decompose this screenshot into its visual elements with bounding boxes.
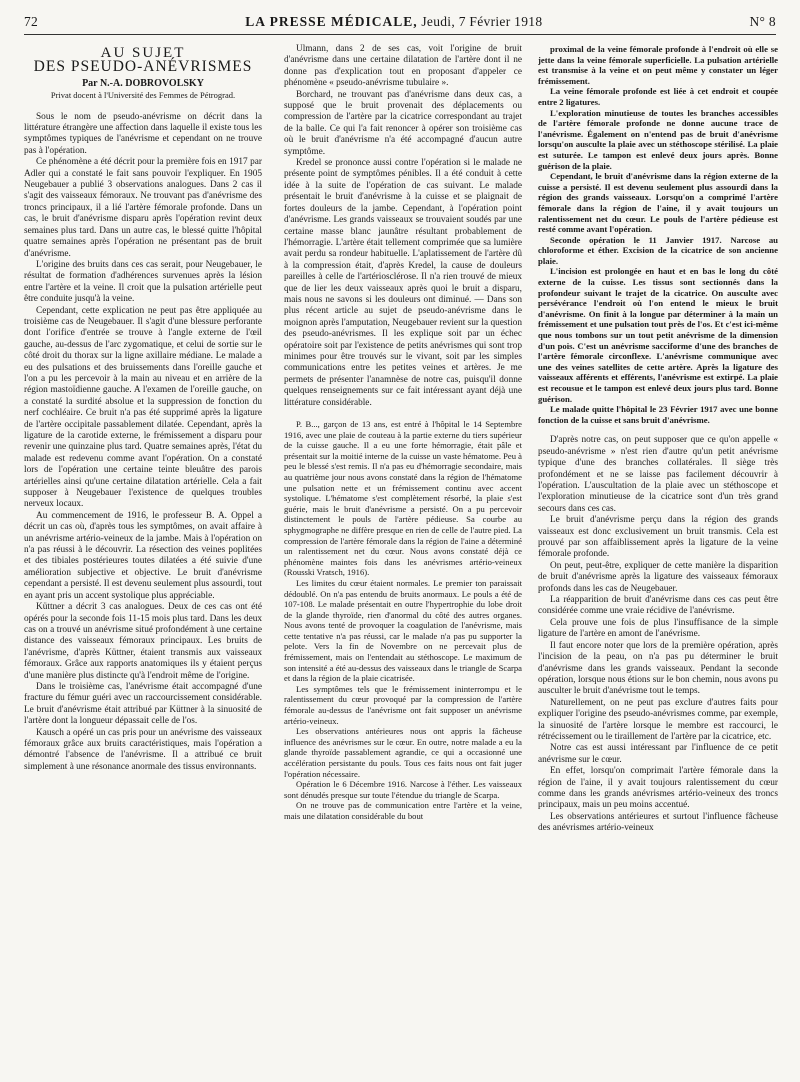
paragraph: Ulmann, dans 2 de ses cas, voit l'origine de bruit d'anévrisme dans une certaine dilatation de l'artère dont il ne donne pas d'explication tout en proposant d'appeler ce phénomène « pseudo-anévrisme tubulaire ». <box>284 44 522 89</box>
paragraph: Dans le troisième cas, l'anévrisme était accompagné d'une fracture du fémur guéri avec un raccourcissement considérable. Le bruit d'anévrisme était attribué par Küttner à la sinuosité de l'artère dont la longueur dépassait celle de l'os. <box>24 681 262 727</box>
article-author: Par N.-A. DOBROVOLSKY <box>82 77 204 89</box>
author-affiliation: Privat docent à l'Université des Femmes de Pétrograd. <box>50 90 236 101</box>
case-paragraph: Cependant, le bruit d'anévrisme dans la région externe de la cuisse a persisté. Il est devenu seulement plus assourdi dans la région des grands vaisseaux. Lorsqu'on a comprimé l'artère fémorale dans la région de l'aine, il y avait toujours un ralentissement net du cœur. Le pouls de l'artère pédieuse est resté comme avant l'opération. <box>538 171 778 235</box>
case-paragraph: L'incision est prolongée en haut et en bas le long du côté externe de la cuisse. Les tissus sont sectionnés dans la profondeur suivant le trajet de la cicatrice. On ausculte avec persévérance l'endroit où l'on entend le mieux le bruit d'anévrisme. On finit à la longue par déterminer à la main un frémissement et une pulsation tout près de l'os. Et c'est ici-même que nous tombons sur un tout petit anévrisme de la dimension d'un pois. C'est un anévrisme sacciforme d'une des branches de l'artère fémorale circonflexe. L'anévrisme communique avec une des veines satellites de cette artère. Après la ligature des vaisseaux afférents et efférents, l'anévrisme est extirpé. La plaie est recousue et le tampon est enlevé deux jours plus tard. Bonne guérison. <box>538 266 778 404</box>
paragraph: L'origine des bruits dans ces cas serait, pour Neugebauer, le résultat de formation d'adhérences survenues après la lésion entre l'artère et la veine. Il croit que la pulsation artérielle peut être conduite jusqu'à la veine. <box>24 259 262 305</box>
article-title: DES PSEUDO-ANÉVRISMES <box>33 58 253 76</box>
paragraph: D'après notre cas, on peut supposer que ce qu'on appelle « pseudo-anévrisme » n'est rien d'autre qu'un petit anévrisme typique d'une des branches collatérales. Il siège très profondément et ne se laisse pas facilement découvrir à l'opération. L'auscultation de la plaie avec un stéthoscope et l'exploration minutieuse de la cicatrice sont d'un très grand secours dans ces cas. <box>538 435 778 514</box>
case-paragraph: Les observations antérieures nous ont appris la fâcheuse influence des anévrismes sur le cœur. En outre, notre malade a eu la glande thyroïde passablement agrandie, ce qui a occasionné une accélération persistante du pouls. Tous ces faits nous ont fait juger l'opération nécessaire. <box>284 726 522 779</box>
case-paragraph: Les limites du cœur étaient normales. Le premier ton paraissait dédoublé. On n'a pas entendu de bruits anormaux. Le pouls a été de 107-108. Le malade présentait en outre l'hypertrophie du lobe droit de la glande thyroïde, rien d'anormal du côté des autres organes. Nous avons tenté de provoquer la coagulation de l'anévrisme, mais cette tentative n'a pas réussi, car le malade n'a pas pu supporter la pelote. Vers la fin de Novembre on ne percevait plus de frémissement, mais on l'entendait au stéthoscope. Le maximum de son intensité a été au-dessus des vaisseaux dans le triangle de Scarpa et dans la région de la plaie cicatrisée. <box>284 577 522 684</box>
column-1 <box>24 44 262 1074</box>
article-title-block <box>24 45 262 102</box>
paragraph: Kredel se prononce aussi contre l'opération si le malade ne présente point de symptômes pénibles. Il a été conduit à cette idée à la suite de l'opération de cas suivant. Le malade présentait le bruit d'anévrisme à la cuisse et se plaignait de fortes douleurs de la jambe. Cependant, à l'opération point d'anévrisme. Les grands vaisseaux se trouvaient soudés par une certaine masse blanc jaunâtre résultant probablement de l'hémorragie. L'artère était tellement comprimée que sa lumière avait perdu sa rondeur habituelle. L'aplatissement de l'artère dû à la compression était, d'après Kredel, la cause de douleurs pareilles à celle de l'artériosclérose. Il n'a rien trouvé de mieux que de lier les deux vaisseaux après quoi le bruit a disparu, mais nous ne savons si les douleurs ont diminué. — Dans son plus récent article au sujet de pseudo-anévrisme dans le moignon après l'amputation, Neugebauer revient sur la question des pseudo-anévrismes. Il les explique soit par un échec opératoire soit par l'existence de petits anévrismes qui sont trop minimes pour être trouvés sur le vivant, soit par les simples communications entre les petites veines et artères. Je me permets de présenter l'anamnèse de notre cas, puisqu'il donne quelques renseignements sur ce fait intéressant ayant déjà une littérature considérable. <box>284 158 522 408</box>
paragraph: Cela prouve une fois de plus l'insuffisance de la simple ligature de l'artère en amont de l'anévrisme. <box>538 617 778 640</box>
paragraph: La réapparition de bruit d'anévrisme dans ces cas peut être considérée comme une vraie récidive de l'anévrisme. <box>538 595 778 617</box>
case-paragraph: On ne trouve pas de communication entre l'artère et la veine, mais une dilatation considérable du bout <box>284 800 522 821</box>
paragraph: Kausch a opéré un cas pris pour un anévrisme des vaisseaux fémoraux grâce aux bruits caractéristiques, mais l'opération a démontré l'absence de l'anévrisme. Il a attribué ce bruit simplement à une résonance anormale des tissus environnants. <box>24 727 262 772</box>
page-header <box>24 14 776 35</box>
paragraph: Küttner a décrit 3 cas analogues. Deux de ces cas ont été opérés pour la seconde fois 11-15 mois plus tard. Dans les deux cas on a trouvé un anévrisme situé profondément à une certaine distance des vaisseaux fémoraux principaux. Les bruits de l'anévrisme, d'après Küttner, étaient transmis aux vaisseaux fémoraux. Grâce aux rapports anatomiques ils y étaient perçus d'une manière plus distincte qu'à l'endroit même de l'origine. <box>24 602 262 681</box>
journal-name: LA PRESSE MÉDICALE, <box>245 14 418 29</box>
journal-title-line <box>245 14 542 30</box>
paragraph: Le bruit d'anévrisme perçu dans la région des grands vaisseaux est donc exclusivement un bruit transmis. Cela est prouvé par son affaiblissement après la ligature de la veine fémorale profonde. <box>538 515 778 560</box>
case-paragraph: proximal de la veine fémorale profonde à l'endroit où elle se jette dans la veine fémorale superficielle. La pulsation artérielle est transmise à la veine et on peut même y constater un léger frémissement. <box>538 44 778 86</box>
paragraph: Au commencement de 1916, le professeur B. A. Oppel a décrit un cas où, d'après tous les symptômes, on avait affaire à un anévrisme artério-veineux de la jambe. Mais à l'opération on n'a pas réussi à le découvrir. La résection des veines poplitées et des tibiales postérieures toutes dilatées a été suivie d'une amélioration subjective et objective. Le bruit d'anévrisme cependant a persisté. Il est devenu seulement plus assourdi, tout en ayant pris un accent systolique plus appréciable. <box>24 510 262 601</box>
column-3 <box>538 44 778 1074</box>
issue-number: N° 8 <box>749 14 776 29</box>
paragraph: On peut, peut-être, expliquer de cette manière la disparition de bruit d'anévrisme après la ligature des vaisseaux fémoraux profonds dans les cas de Neugebauer. <box>538 560 778 594</box>
paragraph: Naturellement, on ne peut pas exclure d'autres faits pour expliquer l'origine des pseudo-anévrismes comme, par exemple, la sinuosité de l'artère lorsque le membre est raccourci, le rétrécissement ou le tiraillement de l'artère par la cicatrice, etc. <box>538 697 778 742</box>
paragraph: Il faut encore noter que lors de la première opération, après l'incision de la peau, on n'a pas pu déterminer le bruit d'anévrisme dans les grands vaisseaux. Pendant la seconde opération, lorsque nous étions sur le bon chemin, nous avons pu ausculter le bruit d'anévrisme tout le temps. <box>538 640 778 697</box>
paragraph: En effet, lorsqu'on comprimait l'artère fémorale dans la région de l'aine, il y avait toujours ralentissement du cœur comme dans les grands anévrismes artério-veineux des troncs principaux, mais un peu moins accentué. <box>538 766 778 811</box>
paragraph: Cependant, cette explication ne peut pas être appliquée au troisième cas de Neugebauer. Il s'agit d'une blessure perforante dont l'orifice d'entrée se trouve à l'angle externe de l'œil gauche, au-dessus de l'arc zygomatique, et celui de sortie sur le côté droit du thorax sur la ligne axillaire médiane. Le malade a eu des pulsations et des bruissements dans l'oreille gauche et l'on a pu les percevoir à la main au niveau et en arrière de la région mastoïdienne gauche. A l'examen de l'oreille gauche, on a constaté la surdité absolue et la suppression de fonction du nerf cochléaire. Ce bruit n'a pas été supprimé après la ligature de l'artère occipitale passablement dilatée. Cependant, après la ligature de la carotide externe, le frémissement a disparu pour revenir une quinzaine plus tard. Quatre semaines après, l'état du malade est redevenu comme avant l'opération. On a constaté lors de l'opération une certaine teinte bleuâtre des parois artérielles ainsi qu'une certaine dilatation artérielle. Cela a fait supposer à Neugebauer l'existence de quelques troubles nerveux locaux. <box>24 305 262 510</box>
column-2 <box>284 44 522 1074</box>
paragraph: Les observations antérieures et surtout l'influence fâcheuse des anévrismes artério-veineux <box>538 811 778 834</box>
case-paragraph: Le malade quitte l'hôpital le 23 Février 1917 avec une bonne fonction de la cuisse et sans bruit d'anévrisme. <box>538 404 778 425</box>
case-paragraph: Les symptômes tels que le frémissement ininterrompu et le ralentissement du cœur provoqué par la compression de l'artère fémorale au-dessus de l'anévrisme ont fait supposer un anévrisme artério-veineux. <box>284 683 522 726</box>
case-paragraph: Seconde opération le 11 Janvier 1917. Narcose au chloroforme et éther. Excision de la cicatrice de son ancienne plaie. <box>538 234 778 266</box>
paragraph: Sous le nom de pseudo-anévrisme on décrit dans la littérature étrangère une affection dans laquelle il existe tous les symptômes typiques de l'anévrisme et cependant on ne trouve pas à l'opération. <box>24 111 262 156</box>
case-paragraph: P. B..., garçon de 13 ans, est entré à l'hôpital le 14 Septembre 1916, avec une plaie de couteau à la partie externe du tiers supérieur de la cuisse gauche. Il a eu une forte hémorragie, était pâle et présentait sur la moitié interne de la cuisse un vaste hématome. Peu à peu le blessé s'est remis. Il n'a pas eu d'hémorragie secondaire, mais au quatrième jour nous avons constaté dans la région de l'hématome une pulsation nette et un frémissement continu avec accent systolique. L'hématome s'est complètement résorbé, la plaie s'est guérie, mais le bruit d'anévrisme a persisté. On a pu percevoir distinctement le pouls de l'artère pédieuse. Sa courbe au sphygmographe ne diffère presque en rien de celle de l'autre pied. La compression de l'artère fémorale dans la région de l'aine a déterminé un ralentissement net du cœur. Nous avons constaté déjà ce phénomène maintes fois dans les anévrismes artério-veineux (Rousski Vratsch, 1916). <box>284 419 522 578</box>
paragraph: Ce phénomène a été décrit pour la première fois en 1917 par Adler qui a constaté le fait sans pouvoir l'expliquer. En 1905 Neugebauer a publié 3 observations analogues. Dans 2 cas il s'agit des vaisseaux fémoraux. Ne trouvant pas d'anévrisme des troncs principaux, il a lié l'artère fémorale profonde. Dans un cas, le bruit d'anévrisme disparu après l'opération revint deux semaines plus tard. Dans un autre cas, le blessé quitte l'hôpital quatre semaines après l'opération ne présentant pas de bruit d'anévrisme. <box>24 157 262 259</box>
paragraph: Borchard, ne trouvant pas d'anévrisme dans deux cas, a supposé que le bruit provenait des déplacements ou compression de l'artère par la cicatrice correspondant au trajet de la balle. Ce qui l'a fait renoncer à opérer son troisième cas où le bruit d'anévrisme n'a été accompagné d'aucun autre symptôme. <box>284 89 522 157</box>
page-number: 72 <box>24 14 39 29</box>
article-kicker: AU SUJET <box>100 45 186 61</box>
case-paragraph: La veine fémorale profonde est liée à cet endroit et coupée entre 2 ligatures. <box>538 86 778 107</box>
case-paragraph: Opération le 6 Décembre 1916. Narcose à l'éther. Les vaisseaux sont dénudés presque sur toute l'étendue du triangle de Scarpa. <box>284 779 522 800</box>
paragraph: Notre cas est aussi intéressant par l'influence de ce petit anévrisme sur le cœur. <box>538 743 778 765</box>
issue-date: Jeudi, 7 Février 1918 <box>421 14 543 29</box>
case-paragraph: L'exploration minutieuse de toutes les branches accessibles de l'artère fémorale profonde ne donne aucune trace de l'anévrisme. Également on n'entend pas de bruit d'anévrisme lorsqu'on ausculte la plaie avec un stéthoscope stérilisé. La plaie est suturée. Le tampon est enlevé deux jours après. Bonne guérison de la plaie. <box>538 107 778 171</box>
